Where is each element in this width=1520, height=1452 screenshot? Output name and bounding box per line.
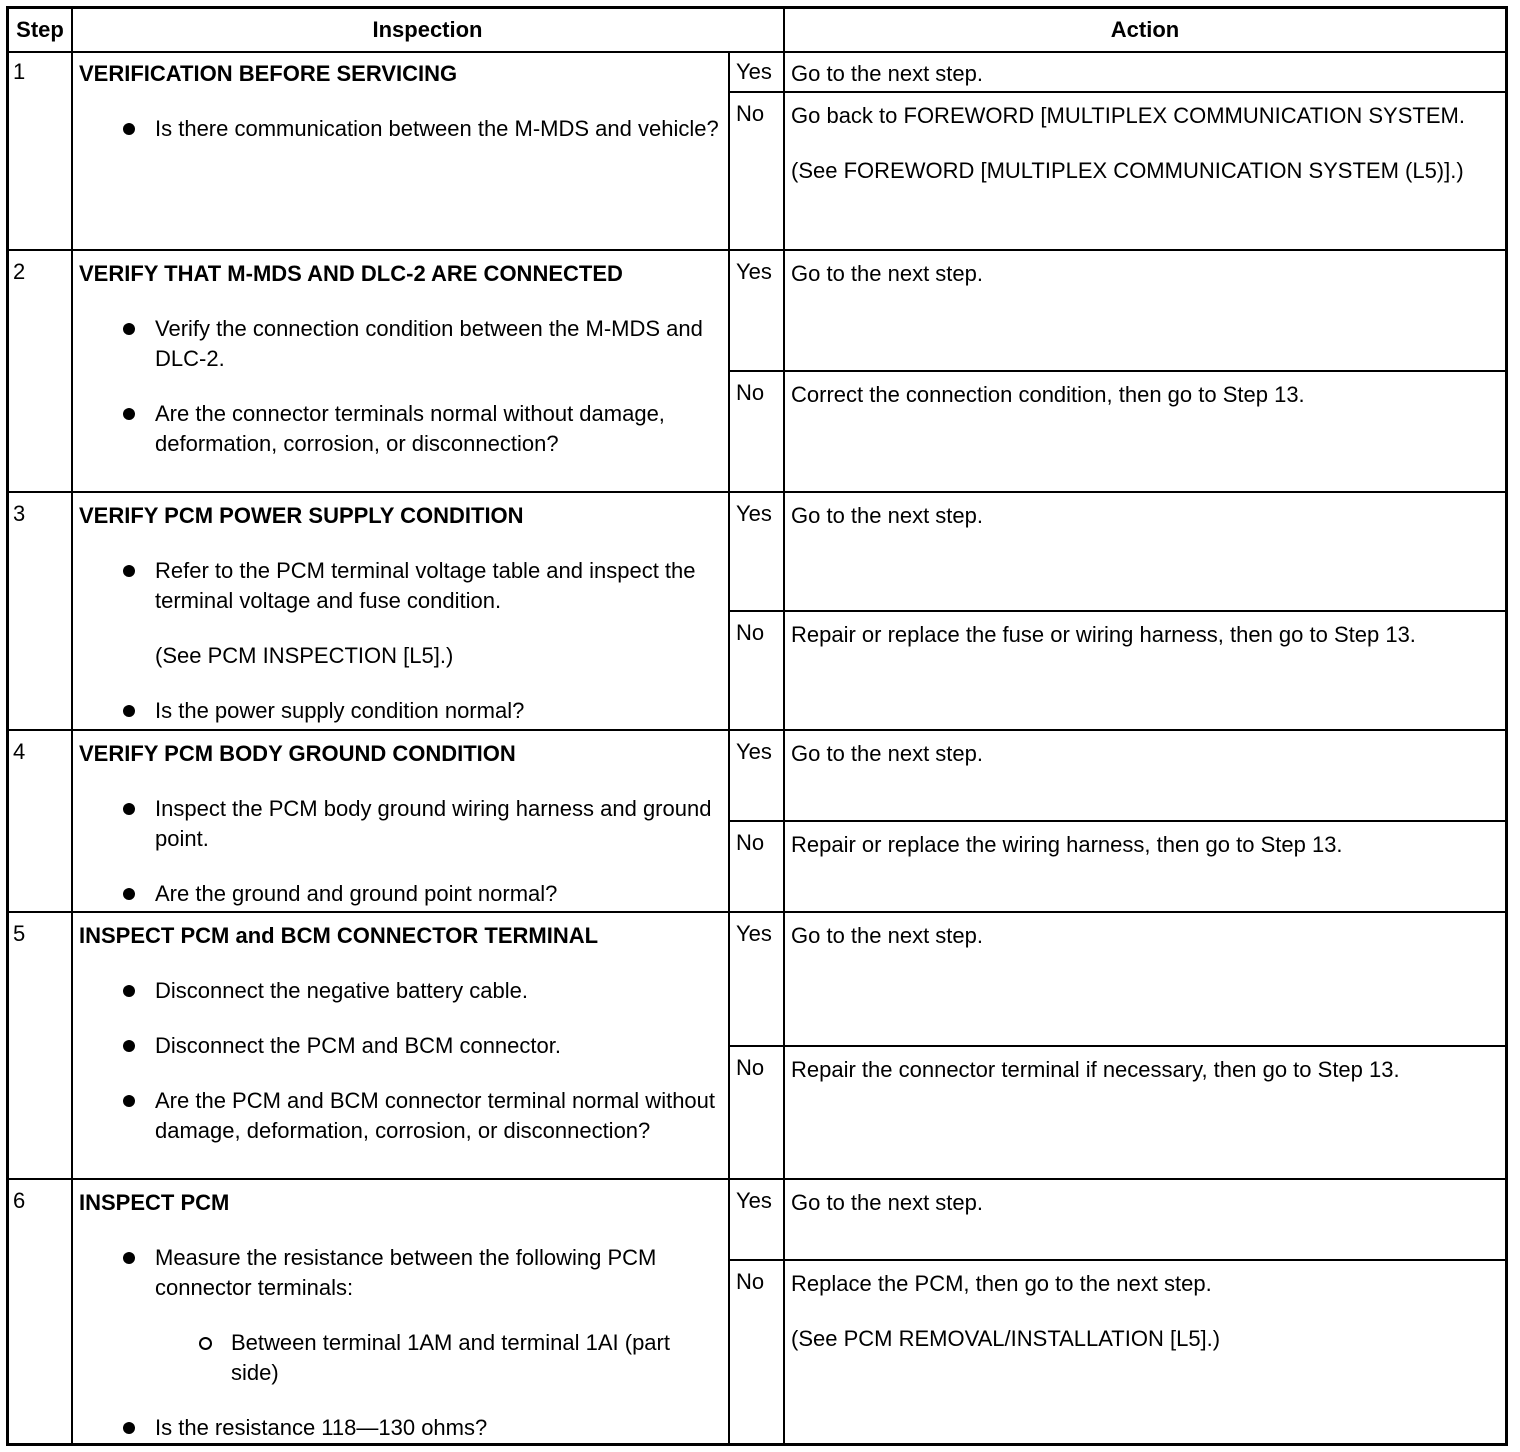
no-label: No bbox=[736, 101, 765, 126]
inspection-cell bbox=[79, 501, 719, 751]
step-number: 3 bbox=[13, 501, 26, 526]
no-action: Repair the connector terminal if necessary, then go to Step 13. bbox=[791, 1057, 1400, 1082]
no-cell bbox=[730, 93, 1505, 249]
bullet-item: Verify the connection condition between the M-MDS and DLC-2. bbox=[79, 314, 719, 374]
yes-cell bbox=[730, 51, 1505, 93]
no-action: Repair or replace the wiring harness, then go to Step 13. bbox=[791, 832, 1343, 857]
yes-cell bbox=[730, 1180, 1505, 1261]
bullet-item: Is the resistance 118—130 ohms? bbox=[79, 1413, 719, 1443]
yes-cell bbox=[730, 251, 1505, 372]
no-label: No bbox=[736, 380, 765, 405]
no-action: Go back to FOREWORD [MULTIPLEX COMMUNICATION SYSTEM. (See FOREWORD [MULTIPLEX COMMUNICATION SYSTEM (L5)].) bbox=[791, 103, 1465, 183]
no-action: Correct the connection condition, then go to Step 13. bbox=[791, 382, 1305, 407]
bullet-item: Is the power supply condition normal? bbox=[79, 696, 719, 726]
bullet-dot-icon bbox=[123, 705, 135, 717]
yes-cell bbox=[730, 731, 1505, 822]
yes-action: Go to the next step. bbox=[791, 741, 984, 766]
yes-action: Go to the next step. bbox=[791, 503, 984, 528]
bullet-dot-icon bbox=[123, 1095, 135, 1107]
bullet-dot-icon bbox=[123, 408, 135, 420]
bullet-item: Is there communication between the M-MDS and vehicle? bbox=[79, 114, 719, 144]
inspection-cell bbox=[79, 739, 719, 934]
bullet-dot-icon bbox=[123, 1040, 135, 1052]
bullet-item: Are the ground and ground point normal? bbox=[79, 879, 719, 909]
inspection-cell bbox=[79, 59, 719, 169]
bullet-item: Are the PCM and BCM connector terminal normal without damage, deformation, corrosion, or disconnection? bbox=[79, 1086, 719, 1146]
yes-action: Go to the next step. bbox=[791, 923, 984, 948]
bullet-dot-icon bbox=[123, 1422, 135, 1434]
step-number: 2 bbox=[13, 259, 26, 284]
reference-note: (See PCM INSPECTION [L5].) bbox=[155, 643, 454, 668]
inspection-cell bbox=[79, 921, 719, 1171]
yes-label: Yes bbox=[736, 739, 772, 764]
table-row-step-5 bbox=[9, 913, 1505, 1180]
no-cell bbox=[730, 822, 1505, 911]
bullet-item: Disconnect the PCM and BCM connector. bbox=[79, 1031, 719, 1061]
bullet-dot-icon bbox=[123, 1252, 135, 1264]
bullet-dot-icon bbox=[123, 803, 135, 815]
yes-action: Go to the next step. bbox=[791, 261, 984, 286]
table-row-step-1 bbox=[9, 51, 1505, 251]
yes-cell bbox=[730, 493, 1505, 612]
bullet-dot-icon bbox=[123, 565, 135, 577]
step-number: 5 bbox=[13, 921, 26, 946]
step-number: 6 bbox=[13, 1188, 26, 1213]
yes-cell bbox=[730, 913, 1505, 1047]
yes-label: Yes bbox=[736, 259, 772, 284]
no-label: No bbox=[736, 620, 765, 645]
no-cell bbox=[730, 372, 1505, 491]
bullet-dot-icon bbox=[123, 323, 135, 335]
bullet-item: Measure the resistance between the following PCM connector terminals: bbox=[79, 1243, 719, 1303]
table-header bbox=[9, 9, 1505, 53]
step-number: 4 bbox=[13, 739, 26, 764]
sub-bullet-item: Between terminal 1AM and terminal 1AI (part side) bbox=[79, 1328, 719, 1388]
bullet-item: Disconnect the negative battery cable. bbox=[79, 976, 719, 1006]
inspection-cell bbox=[79, 259, 719, 484]
yes-label: Yes bbox=[736, 921, 772, 946]
yes-label: Yes bbox=[736, 59, 772, 84]
table-row-step-2 bbox=[9, 251, 1505, 493]
step-title: VERIFY THAT M-MDS AND DLC-2 ARE CONNECTED bbox=[79, 261, 623, 286]
no-label: No bbox=[736, 1269, 765, 1294]
table-row-step-4 bbox=[9, 731, 1505, 913]
bullet-item: Are the connector terminals normal without damage, deformation, corrosion, or disconnection? bbox=[79, 399, 719, 459]
step-number: 1 bbox=[13, 59, 26, 84]
step-title: VERIFY PCM BODY GROUND CONDITION bbox=[79, 741, 516, 766]
step-title: VERIFICATION BEFORE SERVICING bbox=[79, 61, 458, 86]
yes-label: Yes bbox=[736, 501, 772, 526]
bullet-dot-icon bbox=[123, 888, 135, 900]
header-step: Step bbox=[16, 17, 64, 42]
header-inspection: Inspection bbox=[372, 17, 483, 42]
yes-action: Go to the next step. bbox=[791, 61, 984, 86]
no-label: No bbox=[736, 1055, 765, 1080]
no-action: Replace the PCM, then go to the next step. (See PCM REMOVAL/INSTALLATION [L5].) bbox=[791, 1271, 1221, 1351]
bullet-dot-icon bbox=[123, 985, 135, 997]
header-action: Action bbox=[1110, 17, 1180, 42]
step-title: VERIFY PCM POWER SUPPLY CONDITION bbox=[79, 503, 524, 528]
table-row-step-6 bbox=[9, 1180, 1505, 1446]
no-label: No bbox=[736, 830, 765, 855]
yes-action: Go to the next step. bbox=[791, 1190, 984, 1215]
bullet-item: Refer to the PCM terminal voltage table and inspect the terminal voltage and fuse condition. bbox=[79, 556, 719, 616]
no-cell bbox=[730, 1047, 1505, 1178]
bullet-dot-icon bbox=[123, 123, 135, 135]
diagnostic-table bbox=[6, 6, 1508, 1446]
table-row-step-3 bbox=[9, 493, 1505, 731]
bullet-item: Inspect the PCM body ground wiring harness and ground point. bbox=[79, 794, 719, 854]
no-cell bbox=[730, 1261, 1505, 1446]
circle-bullet-icon bbox=[199, 1337, 212, 1350]
step-title: INSPECT PCM and BCM CONNECTOR TERMINAL bbox=[79, 923, 599, 948]
yes-label: Yes bbox=[736, 1188, 772, 1213]
step-title: INSPECT PCM bbox=[79, 1190, 230, 1215]
no-action: Repair or replace the fuse or wiring harness, then go to Step 13. bbox=[791, 622, 1416, 647]
inspection-cell bbox=[79, 1188, 719, 1446]
no-cell bbox=[730, 612, 1505, 729]
